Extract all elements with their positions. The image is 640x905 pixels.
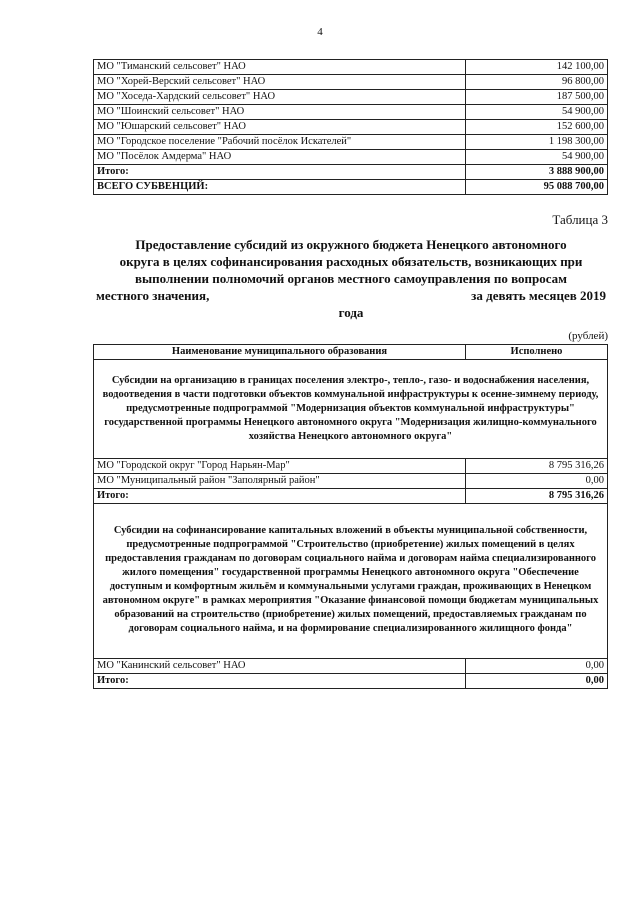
row-name: МО "Городской округ "Город Нарьян-Мар" xyxy=(94,459,466,474)
total-row xyxy=(94,489,608,504)
table-row xyxy=(94,659,608,674)
row-name: МО "Тиманский сельсовет" НАО xyxy=(94,60,466,75)
table-header xyxy=(94,345,608,360)
row-name: МО "Юшарский сельсовет" НАО xyxy=(94,120,466,135)
table-row xyxy=(94,75,608,90)
total-label: Итого: xyxy=(94,674,466,689)
row-value: 152 600,00 xyxy=(466,120,608,135)
table-row xyxy=(94,105,608,120)
row-value: 54 900,00 xyxy=(466,150,608,165)
total-label: Итого: xyxy=(94,165,466,180)
row-name: МО "Городское поселение "Рабочий посёлок Искателей" xyxy=(94,135,466,150)
column-header-name: Наименование муниципального образования xyxy=(94,345,466,360)
table-row xyxy=(94,60,608,75)
title-line: округа в целях софинансирования расходных обязательств, возникающих при xyxy=(119,254,583,269)
grand-total-value: 95 088 700,00 xyxy=(466,180,608,195)
column-header-value: Исполнено xyxy=(466,345,608,360)
row-name: МО "Хоседа-Хардский сельсовет" НАО xyxy=(94,90,466,105)
total-row xyxy=(94,165,608,180)
units-label: (рублей) xyxy=(568,330,608,342)
row-name: МО "Посёлок Амдерма" НАО xyxy=(94,150,466,165)
subsidies-table xyxy=(93,344,608,689)
total-row xyxy=(94,674,608,689)
page-number: 4 xyxy=(317,26,323,38)
title-line-end: года xyxy=(338,305,364,320)
row-name: МО "Хорей-Верский сельсовет" НАО xyxy=(94,75,466,90)
total-value: 8 795 316,26 xyxy=(466,489,608,504)
table-row xyxy=(94,474,608,489)
table-row xyxy=(94,135,608,150)
title-line: выполнении полномочий органов местного самоуправления по вопросам xyxy=(134,271,568,286)
total-value: 3 888 900,00 xyxy=(466,165,608,180)
section-heading: Субсидии на софинансирование капитальных вложений в объекты муниципальной собственности, предусмотренные подпрограммой "Строительство (приобретение) жилых помещений в целях предоставления гражданам по договорам социального найма и договорам найма специализированного жилого помещения" государственной программы Ненецкого автономного округа "Обеспечение доступным и комфортным жильём и коммунальными услугами граждан, проживающих в Ненецком автономном округе" в рамках мероприятия "Оказание финансовой помощи бюджетам муниципальных образований на строительство (приобретение) жилых помещений, предоставляемых гражданам по договорам социального найма, и на формирование специализированного жилищного фонда" xyxy=(94,504,608,659)
grand-total-label: ВСЕГО СУБВЕНЦИЙ: xyxy=(94,180,466,195)
row-value: 8 795 316,26 xyxy=(466,459,608,474)
section-heading-row xyxy=(94,504,608,659)
title-last-right: за девять месяцев 2019 xyxy=(471,288,606,303)
row-value: 142 100,00 xyxy=(466,60,608,75)
section-title xyxy=(96,236,606,321)
row-name: МО "Шоинский сельсовет" НАО xyxy=(94,105,466,120)
row-value: 96 800,00 xyxy=(466,75,608,90)
row-name: МО "Муниципальный район "Заполярный район" xyxy=(94,474,466,489)
row-value: 0,00 xyxy=(466,659,608,674)
row-value: 187 500,00 xyxy=(466,90,608,105)
title-last-left: местного значения, xyxy=(96,288,210,303)
row-value: 1 198 300,00 xyxy=(466,135,608,150)
row-name: МО "Канинский сельсовет" НАО xyxy=(94,659,466,674)
table-row xyxy=(94,150,608,165)
table-caption: Таблица 3 xyxy=(552,212,608,227)
table-row xyxy=(94,90,608,105)
row-value: 0,00 xyxy=(466,474,608,489)
title-line xyxy=(96,287,606,304)
row-value: 54 900,00 xyxy=(466,105,608,120)
title-line: Предоставление субсидий из окружного бюджета Ненецкого автономного xyxy=(135,237,567,252)
section-heading-row xyxy=(94,360,608,459)
grand-total-row xyxy=(94,180,608,195)
total-label: Итого: xyxy=(94,489,466,504)
total-value: 0,00 xyxy=(466,674,608,689)
table-row xyxy=(94,459,608,474)
subventions-table-continued xyxy=(93,59,608,195)
table-row xyxy=(94,120,608,135)
section-heading: Субсидии на организацию в границах поселения электро-, тепло-, газо- и водоснабжения населения, водоотведения в части подготовки объектов коммунальной инфраструктуры к осенне-зимнему периоду, предусмотренные подпрограммой "Модернизация объектов коммунальной инфраструктуры" государственной программы Ненецкого автономного округа "Модернизация жилищно-коммунального хозяйства Ненецкого автономного округа" xyxy=(94,360,608,459)
